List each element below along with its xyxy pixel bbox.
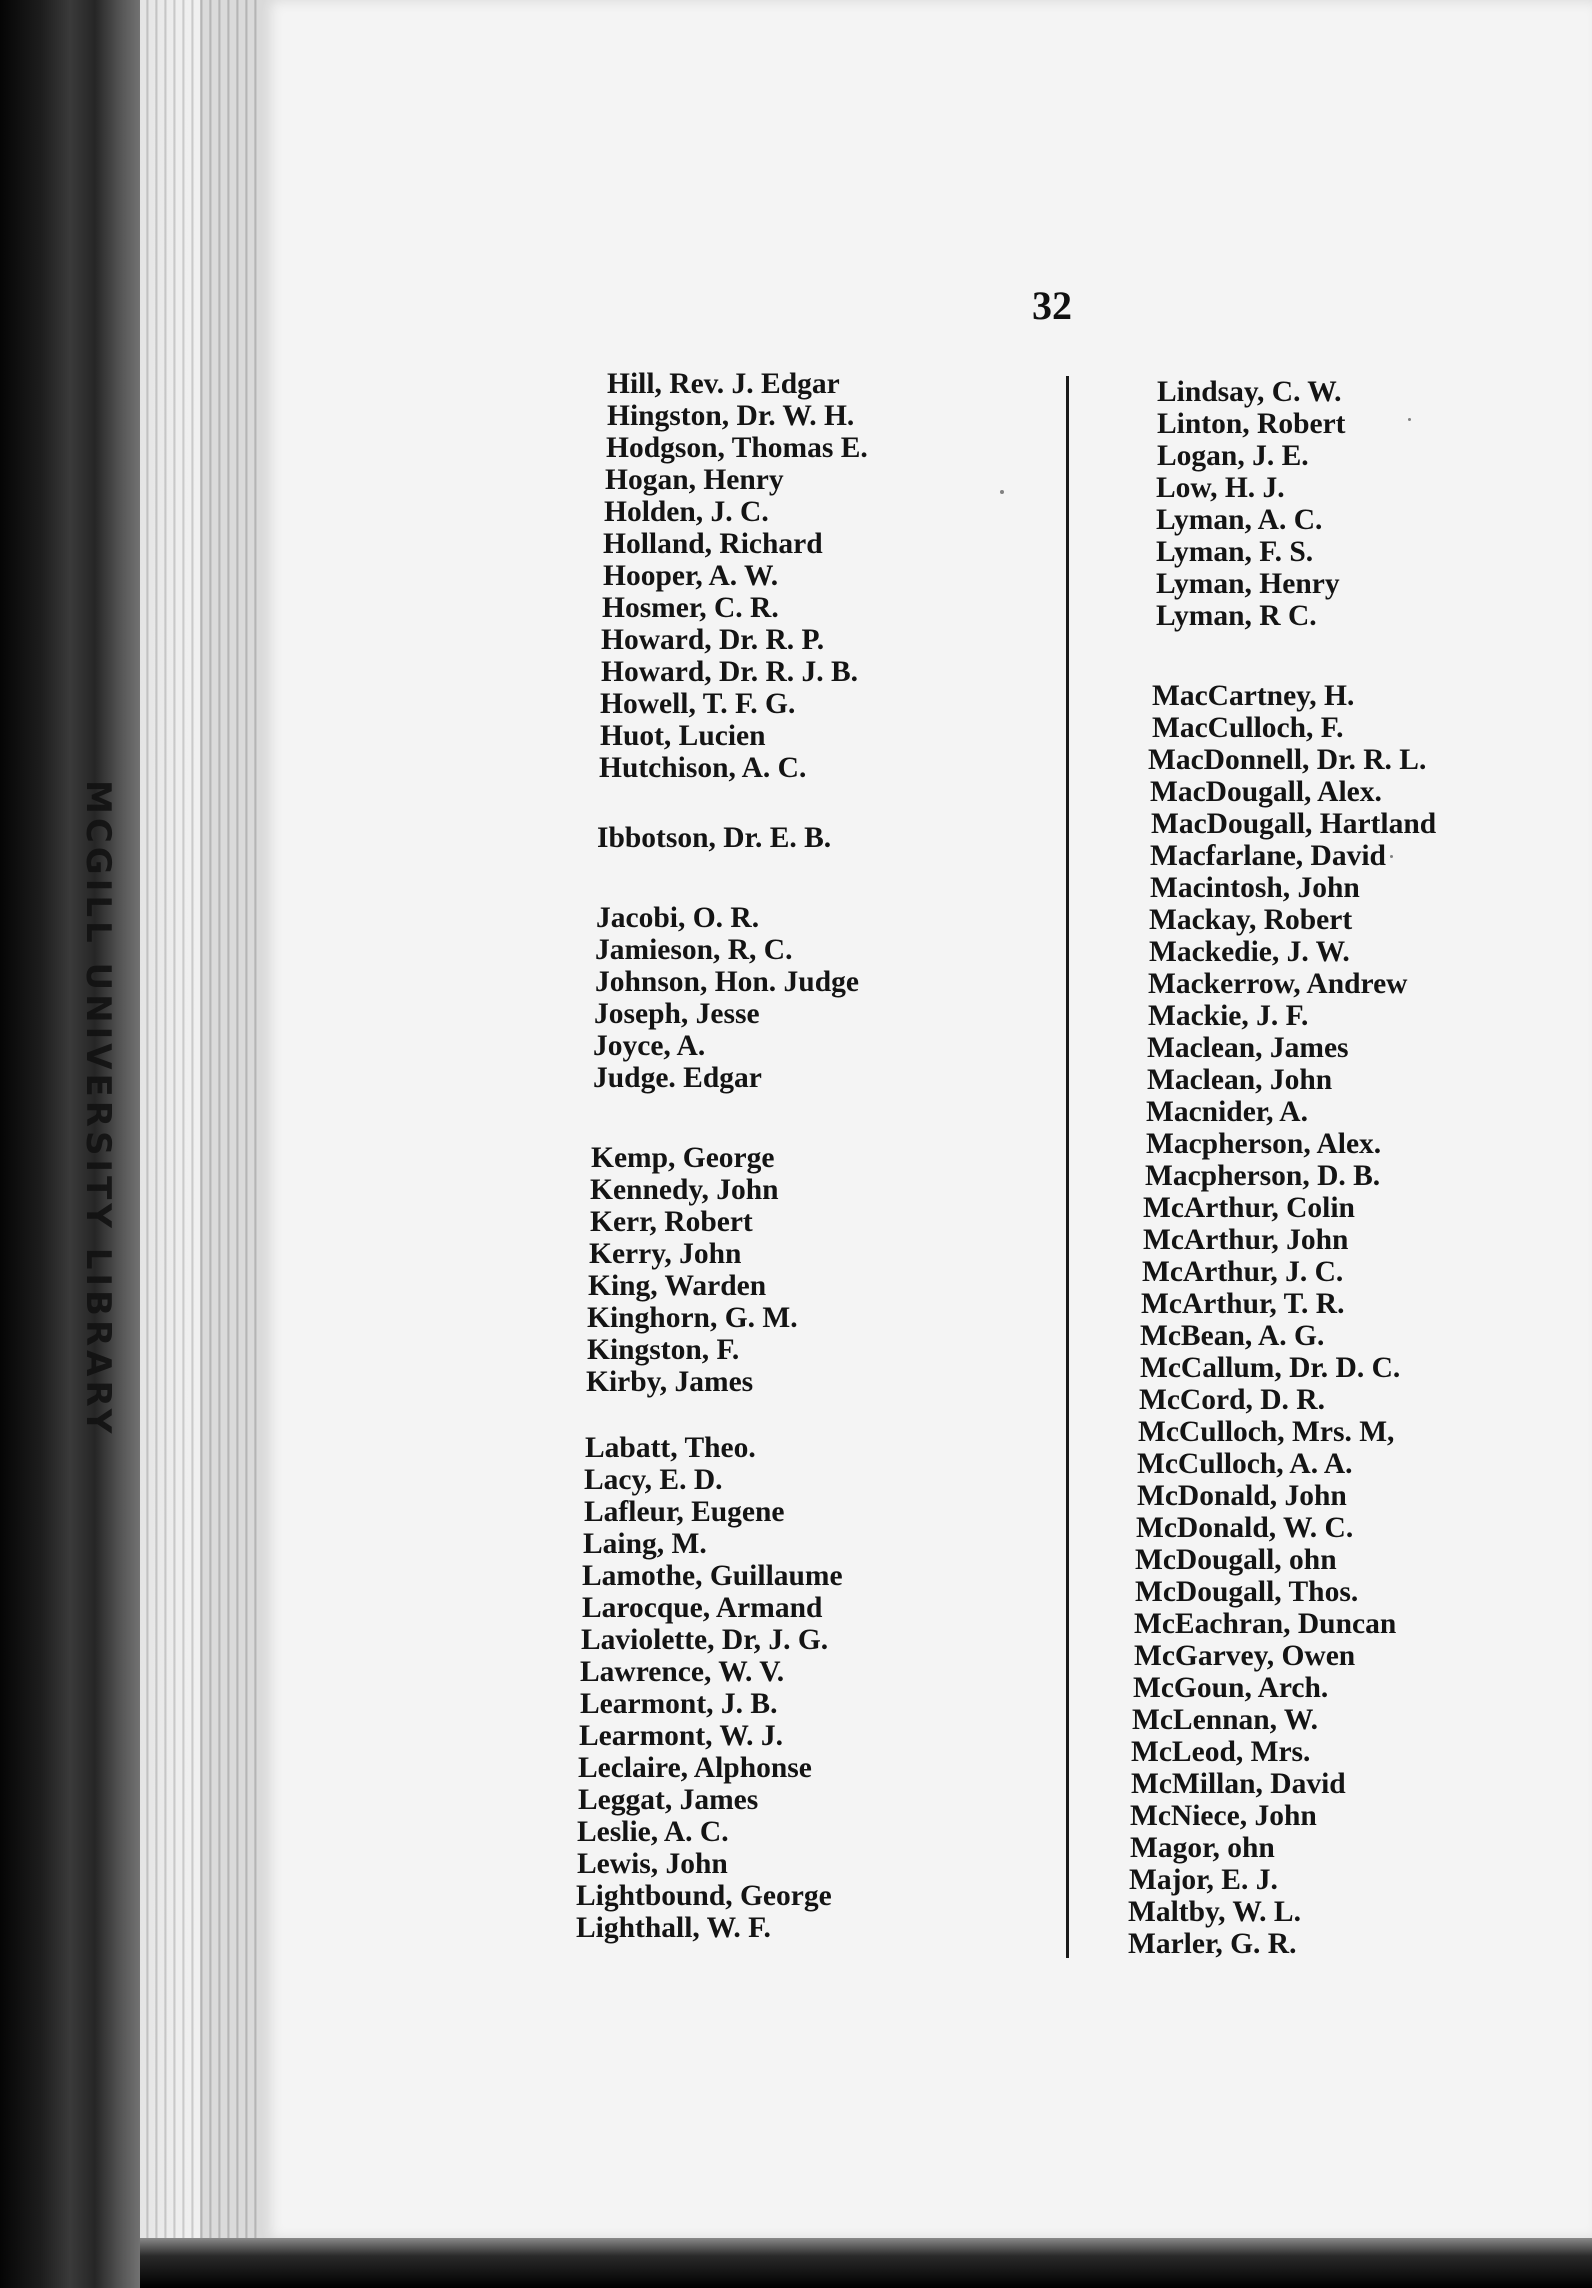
- name-entry: Ibbotson, Dr. E. B.: [597, 822, 832, 854]
- name-entry: Logan, J. E.: [1157, 440, 1309, 472]
- name-entry: McCord, D. R.: [1139, 1384, 1325, 1416]
- name-entry: McLeod, Mrs.: [1131, 1736, 1311, 1768]
- library-stamp: MCGILL UNIVERSITY LIBRARY: [78, 780, 118, 1438]
- page-paper: [262, 0, 1592, 2240]
- page-speck: [1000, 490, 1004, 494]
- name-entry: Low, H. J.: [1156, 472, 1285, 504]
- name-entry: Howard, Dr. R. P.: [601, 624, 825, 656]
- name-entry: Joseph, Jesse: [594, 998, 760, 1030]
- name-entry: MacDonnell, Dr. R. L.: [1148, 744, 1427, 776]
- name-entry: King, Warden: [588, 1270, 767, 1302]
- name-entry: Hill, Rev. J. Edgar: [607, 368, 840, 400]
- name-entry: Judge. Edgar: [593, 1062, 762, 1094]
- name-entry: McMillan, David: [1131, 1768, 1346, 1800]
- name-entry: MacCulloch, F.: [1152, 712, 1344, 744]
- name-entry: Maltby, W. L.: [1128, 1896, 1301, 1928]
- name-entry: Kirby, James: [586, 1366, 754, 1398]
- name-entry: Jacobi, O. R.: [596, 902, 760, 934]
- name-entry: Mackerrow, Andrew: [1148, 968, 1408, 1000]
- name-entry: McBean, A. G.: [1140, 1320, 1325, 1352]
- name-entry: Laing, M.: [583, 1528, 707, 1560]
- name-entry: MacCartney, H.: [1152, 680, 1355, 712]
- name-entry: Lyman, Henry: [1156, 568, 1340, 600]
- page-edges: [140, 0, 270, 2260]
- name-entry: Hogan, Henry: [605, 464, 784, 496]
- name-entry: Kerr, Robert: [590, 1206, 753, 1238]
- name-entry: MacDougall, Alex.: [1150, 776, 1382, 808]
- name-entry: McEachran, Duncan: [1134, 1608, 1397, 1640]
- name-entry: Lighthall, W. F.: [576, 1912, 771, 1944]
- name-entry: Leclaire, Alphonse: [578, 1752, 812, 1784]
- name-entry: Labatt, Theo.: [585, 1432, 756, 1464]
- name-entry: Leslie, A. C.: [577, 1816, 729, 1848]
- name-entry: Mackay, Robert: [1149, 904, 1353, 936]
- column-divider: [1066, 376, 1069, 1958]
- name-entry: Macpherson, D. B.: [1145, 1160, 1381, 1192]
- name-entry: Lindsay, C. W.: [1157, 376, 1342, 408]
- name-entry: McDonald, W. C.: [1136, 1512, 1354, 1544]
- name-entry: Hutchison, A. C.: [599, 752, 807, 784]
- name-entry: Lamothe, Guillaume: [582, 1560, 843, 1592]
- name-entry: Mackie, J. F.: [1148, 1000, 1309, 1032]
- page-number: 32: [1032, 283, 1072, 328]
- name-entry: Hodgson, Thomas E.: [606, 432, 868, 464]
- name-entry: Major, E. J.: [1129, 1864, 1278, 1896]
- bottom-shadow: [140, 2238, 1592, 2288]
- name-entry: Leggat, James: [578, 1784, 759, 1816]
- name-entry: McArthur, Colin: [1143, 1192, 1355, 1224]
- name-entry: Kinghorn, G. M.: [587, 1302, 798, 1334]
- name-entry: Learmont, J. B.: [580, 1688, 778, 1720]
- name-entry: Macpherson, Alex.: [1146, 1128, 1382, 1160]
- name-entry: Lacy, E. D.: [584, 1464, 723, 1496]
- name-entry: Macintosh, John: [1150, 872, 1360, 904]
- name-entry: Lyman, A. C.: [1156, 504, 1323, 536]
- name-entry: McDonald, John: [1137, 1480, 1347, 1512]
- name-entry: Macfarlane, David: [1150, 840, 1386, 872]
- name-entry: Jamieson, R, C.: [595, 934, 793, 966]
- name-entry: Lewis, John: [577, 1848, 728, 1880]
- name-entry: McArthur, J. C.: [1142, 1256, 1344, 1288]
- name-entry: Laviolette, Dr, J. G.: [581, 1624, 829, 1656]
- name-entry: MacDougall, Hartland: [1151, 808, 1437, 840]
- name-entry: Howell, T. F. G.: [600, 688, 796, 720]
- name-entry: Marler, G. R.: [1128, 1928, 1297, 1960]
- name-entry: McCulloch, Mrs. M,: [1138, 1416, 1395, 1448]
- name-entry: Maclean, John: [1147, 1064, 1333, 1096]
- name-entry: McDougall, ohn: [1135, 1544, 1337, 1576]
- name-entry: Magor, ohn: [1130, 1832, 1275, 1864]
- name-entry: Maclean, James: [1147, 1032, 1349, 1064]
- name-entry: McCallum, Dr. D. C.: [1140, 1352, 1401, 1384]
- name-entry: McLennan, W.: [1132, 1704, 1319, 1736]
- name-entry: Lyman, F. S.: [1156, 536, 1314, 568]
- name-entry: Holland, Richard: [603, 528, 823, 560]
- name-entry: Kemp, George: [591, 1142, 775, 1174]
- name-entry: Lightbound, George: [576, 1880, 832, 1912]
- name-entry: Larocque, Armand: [582, 1592, 823, 1624]
- name-entry: Kingston, F.: [587, 1334, 740, 1366]
- name-entry: McGoun, Arch.: [1133, 1672, 1329, 1704]
- name-entry: Learmont, W. J.: [579, 1720, 784, 1752]
- name-entry: Johnson, Hon. Judge: [595, 966, 859, 998]
- name-entry: Hosmer, C. R.: [602, 592, 779, 624]
- name-entry: McNiece, John: [1130, 1800, 1317, 1832]
- name-entry: Kerry, John: [589, 1238, 742, 1270]
- name-entry: Hooper, A. W.: [603, 560, 779, 592]
- name-entry: McCulloch, A. A.: [1137, 1448, 1353, 1480]
- name-entry: Hingston, Dr. W. H.: [607, 400, 855, 432]
- name-entry: Linton, Robert: [1157, 408, 1346, 440]
- name-entry: Kennedy, John: [590, 1174, 779, 1206]
- name-entry: Mackedie, J. W.: [1149, 936, 1350, 968]
- page-speck: [1408, 418, 1411, 421]
- name-entry: McGarvey, Owen: [1134, 1640, 1356, 1672]
- name-entry: Macnider, A.: [1146, 1096, 1308, 1128]
- name-entry: Joyce, A.: [593, 1030, 706, 1062]
- name-entry: Lafleur, Eugene: [584, 1496, 785, 1528]
- name-entry: McArthur, T. R.: [1141, 1288, 1345, 1320]
- name-entry: Huot, Lucien: [600, 720, 766, 752]
- name-entry: Lyman, R C.: [1156, 600, 1317, 632]
- name-entry: McDougall, Thos.: [1135, 1576, 1359, 1608]
- page-speck: [1390, 855, 1393, 858]
- name-entry: Howard, Dr. R. J. B.: [601, 656, 859, 688]
- name-entry: Holden, J. C.: [604, 496, 769, 528]
- name-entry: McArthur, John: [1143, 1224, 1349, 1256]
- name-entry: Lawrence, W. V.: [580, 1656, 785, 1688]
